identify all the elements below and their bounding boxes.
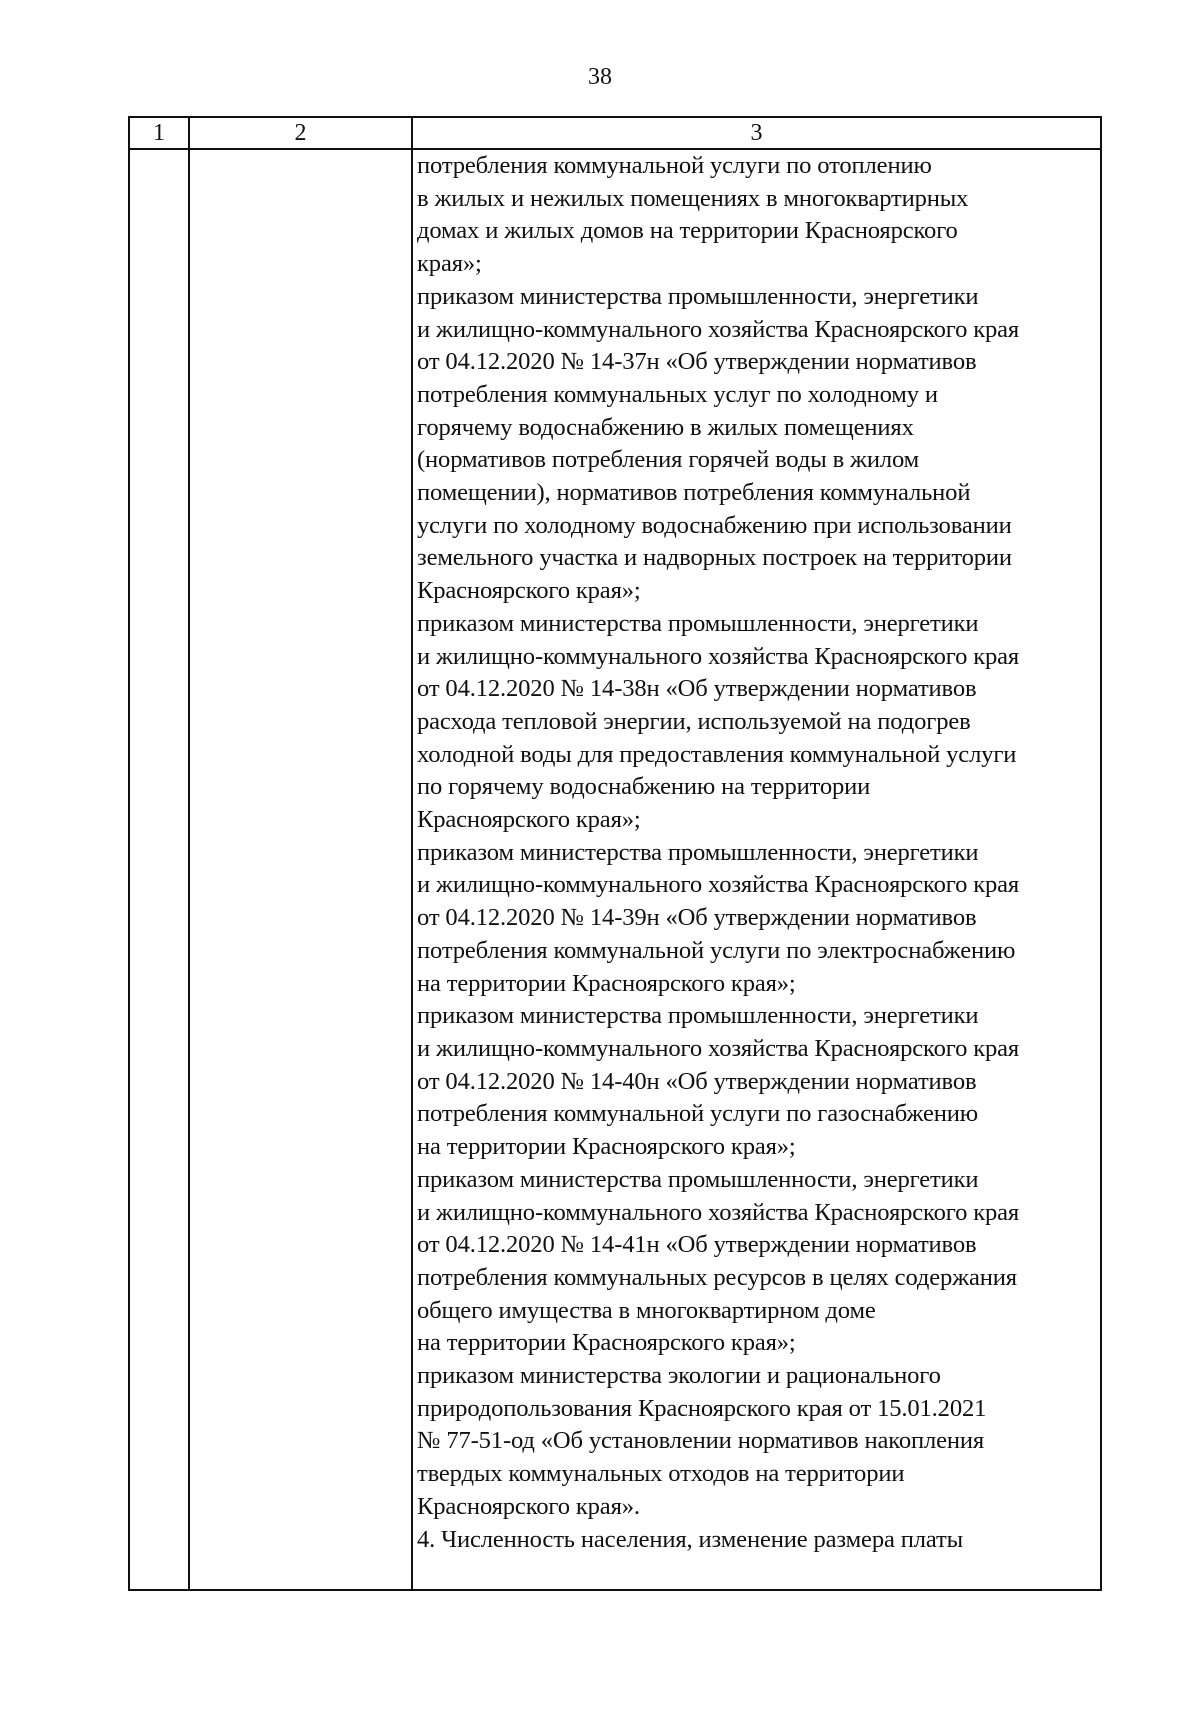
- text-line: от 04.12.2020 № 14-40н «Об утверждении нормативов: [417, 1067, 977, 1095]
- text-line: 4. Численность населения, изменение размера платы: [417, 1525, 963, 1553]
- text-line: природопользования Красноярского края от 15.01.2021: [417, 1394, 987, 1422]
- column-3-text: [417, 150, 1100, 1556]
- page-number: 38: [588, 64, 612, 90]
- column-3-cell: [412, 149, 1101, 1590]
- column-header-2: 2: [189, 117, 412, 149]
- text-line: потребления коммунальной услуги по электроснабжению: [417, 936, 1016, 964]
- text-line: приказом министерства промышленности, энергетики: [417, 838, 979, 866]
- text-line: от 04.12.2020 № 14-39н «Об утверждении нормативов: [417, 904, 977, 932]
- text-line: твердых коммунальных отходов на территории: [417, 1460, 905, 1488]
- text-line: от 04.12.2020 № 14-37н «Об утверждении нормативов: [417, 348, 977, 376]
- text-line: от 04.12.2020 № 14-41н «Об утверждении нормативов: [417, 1231, 977, 1259]
- text-line: на территории Красноярского края»;: [417, 969, 796, 997]
- text-line: Красноярского края»;: [417, 806, 641, 834]
- text-line: домах и жилых домов на территории Красноярского: [417, 217, 958, 245]
- document-table: [128, 116, 1102, 1591]
- text-line: и жилищно-коммунального хозяйства Красноярского края: [417, 315, 1020, 343]
- text-line: приказом министерства промышленности, энергетики: [417, 1002, 979, 1030]
- text-line: приказом министерства промышленности, энергетики: [417, 1165, 979, 1193]
- table-header-row: [129, 117, 1101, 149]
- text-line: края»;: [417, 250, 482, 278]
- text-line: общего имущества в многоквартирном доме: [417, 1296, 876, 1324]
- text-line: услуги по холодному водоснабжению при использовании: [417, 511, 1012, 539]
- text-line: на территории Красноярского края»;: [417, 1329, 796, 1357]
- text-line: Красноярского края».: [417, 1492, 640, 1520]
- text-line: и жилищно-коммунального хозяйства Красноярского края: [417, 1198, 1020, 1226]
- text-line: в жилых и нежилых помещениях в многоквартирных: [417, 184, 969, 212]
- text-line: приказом министерства промышленности, энергетики: [417, 609, 979, 637]
- text-line: помещении), нормативов потребления коммунальной: [417, 479, 971, 507]
- column-header-3: 3: [412, 117, 1101, 149]
- text-line: № 77-51-од «Об установлении нормативов накопления: [417, 1427, 985, 1455]
- text-line: (нормативов потребления горячей воды в жилом: [417, 446, 920, 474]
- column-2-cell: [189, 149, 412, 1590]
- text-line: горячему водоснабжению в жилых помещениях: [417, 413, 914, 441]
- table-row: [129, 149, 1101, 1590]
- text-line: и жилищно-коммунального хозяйства Красноярского края: [417, 871, 1020, 899]
- column-header-1: 1: [129, 117, 189, 149]
- text-line: и жилищно-коммунального хозяйства Красноярского края: [417, 642, 1020, 670]
- text-line: приказом министерства экологии и рационального: [417, 1362, 941, 1390]
- text-line: земельного участка и надворных построек на территории: [417, 544, 1012, 572]
- text-line: потребления коммунальной услуги по отоплению: [417, 152, 932, 179]
- text-line: и жилищно-коммунального хозяйства Красноярского края: [417, 1034, 1020, 1062]
- text-line: расхода тепловой энергии, используемой на подогрев: [417, 707, 971, 735]
- text-line: потребления коммунальной услуги по газоснабжению: [417, 1100, 979, 1128]
- text-line: приказом министерства промышленности, энергетики: [417, 282, 979, 310]
- text-line: потребления коммунальных ресурсов в целях содержания: [417, 1263, 1017, 1291]
- text-line: холодной воды для предоставления коммунальной услуги: [417, 740, 1017, 768]
- text-line: на территории Красноярского края»;: [417, 1133, 796, 1161]
- text-line: Красноярского края»;: [417, 577, 641, 605]
- text-line: по горячему водоснабжению на территории: [417, 773, 871, 801]
- text-line: от 04.12.2020 № 14-38н «Об утверждении нормативов: [417, 675, 977, 703]
- text-line: потребления коммунальных услуг по холодному и: [417, 380, 938, 408]
- column-1-cell: [129, 149, 189, 1590]
